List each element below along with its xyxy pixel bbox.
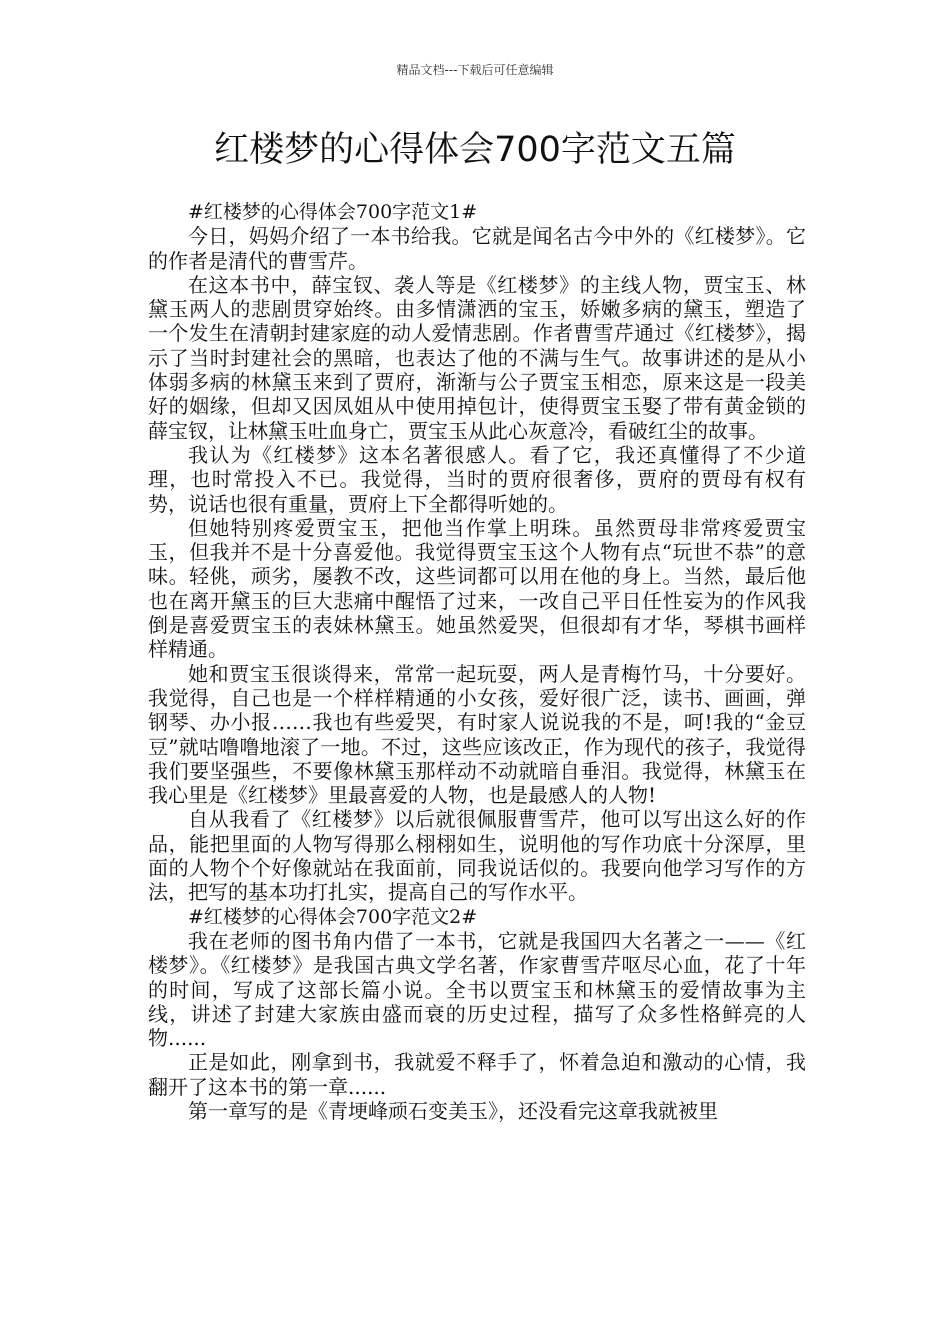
paragraph: 自从我看了《红楼梦》以后就很佩服曹雪芹，他可以写出这么好的作品，能把里面的人物写得那么栩栩如生，说明他的写作功底十分深厚，里面的人物个个好像就站在我面前，同我说话似的。我要向他学习写作的方法，把写的基本功打扎实，提高自己的写作水平。 bbox=[148, 807, 806, 905]
document-title: 红楼梦的心得体会700字范文五篇 bbox=[214, 130, 736, 170]
paragraph: 我在老师的图书角内借了一本书，它就是我国四大名著之一——《红楼梦》。《红楼梦》是我国古典文学名著，作家曹雪芹呕尽心血，花了十年的时间，写成了这部长篇小说。全书以贾宝玉和林黛玉的爱情故事为主线，讲述了封建大家族由盛而衰的历史过程，描写了众多性格鲜亮的人物...... bbox=[148, 928, 806, 1051]
paragraph: 正是如此，刚拿到书，我就爱不释手了，怀着急迫和激动的心情，我翻开了这本书的第一章...... bbox=[148, 1050, 806, 1099]
paragraph: 在这本书中，薛宝钗、袭人等是《红楼梦》的主线人物，贾宝玉、林黛玉两人的悲剧贯穿始终。由多情潇洒的宝玉，娇嫩多病的黛玉，塑造了一个发生在清朝封建家庭的动人爱情悲剧。作者曹雪芹通过《红楼梦》，揭示了当时封建社会的黑暗，也表达了他的不满与生气。故事讲述的是从小体弱多病的林黛玉来到了贾府，渐渐与公子贾宝玉相恋，原来这是一段美好的姻缘，但却又因凤姐从中使用掉包计，使得贾宝玉娶了带有黄金锁的薛宝钗，让林黛玉吐血身亡，贾宝玉从此心灰意冷，看破红尘的故事。 bbox=[148, 272, 806, 443]
section-heading-1: #红楼梦的心得体会700字范文1# bbox=[188, 201, 478, 223]
paragraph: 今日，妈妈介绍了一本书给我。它就是闻名古今中外的《红楼梦》。它的作者是清代的曹雪芹。 bbox=[148, 224, 806, 273]
section-heading-2: #红楼梦的心得体会700字范文2# bbox=[188, 905, 478, 928]
paragraph: 但她特别疼爱贾宝玉，把他当作掌上明珠。虽然贾母非常疼爱贾宝玉，但我并不是十分喜爱他。我觉得贾宝玉这个人物有点“玩世不恭”的意味。轻佻，顽劣，屡教不改，这些词都可以用在他的身上。当然，最后他也在离开黛玉的巨大悲痛中醒悟了过来，一改自己平日任性妄为的作风我倒是喜爱贾宝玉的表妹林黛玉。她虽然爱哭，但很却有才华，琴棋书画样样精通。 bbox=[148, 515, 806, 662]
document-body bbox=[148, 200, 806, 1123]
page-header-note: 精品文档---下载后可任意编辑 bbox=[396, 63, 554, 77]
paragraph: 她和贾宝玉很谈得来，常常一起玩耍，两人是青梅竹马，十分要好。我觉得，自己也是一个样样精通的小女孩，爱好很广泛，读书、画画，弹钢琴、办小报……我也有些爱哭，有时家人说说我的不是，呵!我的“金豆豆”就咕噜噜地滚了一地。不过，这些应该改正，作为现代的孩子，我觉得我们要坚强些，不要像林黛玉那样动不动就暗自垂泪。我觉得，林黛玉在我心里是《红楼梦》里最喜爱的人物，也是最感人的人物! bbox=[148, 661, 806, 808]
paragraph: 第一章写的是《青埂峰顽石变美玉》，还没看完这章我就被里 bbox=[188, 1098, 718, 1123]
paragraph: 我认为《红楼梦》这本名著很感人。看了它，我还真懂得了不少道理，也时常投入不已。我觉得，当时的贾府很奢侈，贾府的贾母有权有势，说话也很有重量，贾府上下全都得听她的。 bbox=[148, 442, 806, 516]
